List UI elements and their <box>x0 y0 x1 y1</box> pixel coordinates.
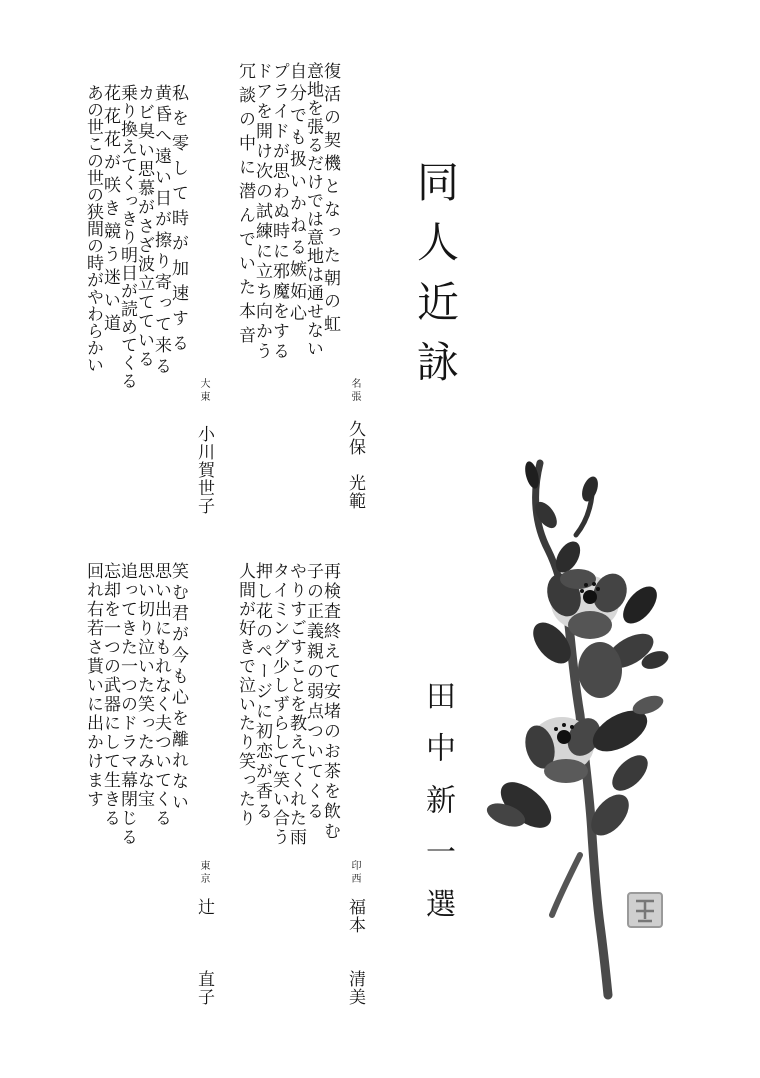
selector-name: 田中新一選 <box>420 680 455 940</box>
poem-author-1: 久保 光範 <box>345 420 365 510</box>
poem-place-4: 東京 <box>198 860 209 886</box>
poem-place-2: 大東 <box>198 378 209 404</box>
poem-line: タイミング少しずらして笑い合う <box>269 562 289 847</box>
poem-line: 子の正義親の弱点ついてくる <box>303 562 323 822</box>
poem-line: 意地を張るだけでは意地は通せない <box>303 62 323 358</box>
poem-line: 冗談の中に潜んでいた本音 <box>235 62 255 350</box>
poem-place-1: 名張 <box>349 378 360 404</box>
poem-line: カビ臭い思慕がさざ波立てている <box>134 84 154 369</box>
poem-author-4: 辻 直子 <box>194 898 214 1006</box>
poem-line: プライドが思わぬ時に邪魔をする <box>269 62 289 362</box>
poem-author-2: 小川賀世子 <box>194 425 214 515</box>
poem-line: 自分でも扱いかねる嫉妬心 <box>286 62 306 326</box>
poem-line: ドアを開け次の試練に立ち向かう <box>252 62 272 362</box>
poem-line: 黄昏へ遠い日が擦り寄って来る <box>151 84 171 378</box>
poem-line: 忘却を一つの武器にして生きる <box>100 562 120 828</box>
poem-lines-3 <box>236 562 338 852</box>
page-title: 同人近詠 <box>411 160 460 400</box>
poem-line: やりすごすことを教えてくれた雨 <box>286 562 306 847</box>
poem-line: 押し花のページに初恋が香る <box>252 562 272 822</box>
poem-place-3: 印西 <box>349 860 360 886</box>
poem-author-3: 福本 清美 <box>345 898 365 1006</box>
poem-line: 追ってきた一つのドラマ幕閉じる <box>117 562 137 847</box>
poem-line: 乗り換えてくっきり明日が読めてくる <box>117 84 137 390</box>
poem-line: 花花花が咲き競う迷い道 <box>100 84 120 337</box>
poem-line: 復活の契機となった朝の虹 <box>320 62 340 338</box>
poem-line: あの世この世の狭間の時がやわらかい <box>83 84 103 373</box>
poem-line: 思い切り泣いた笑ったみな宝 <box>134 562 154 809</box>
poem-line: 笑む君が今も心を離れない <box>168 562 188 814</box>
poem-line: 再検査終えて安堵のお茶を飲む <box>320 562 340 842</box>
poem-line: 人間が好きで泣いたり笑ったり <box>235 562 255 828</box>
poem-lines-1 <box>236 62 338 382</box>
camellia-ink-illustration <box>480 455 680 1000</box>
poem-lines-2 <box>83 84 188 390</box>
poem-lines-4 <box>84 562 186 852</box>
poem-line: 回れ右若さ貰いに出かけます <box>83 562 103 809</box>
poem-line: 私を零して時が加速する <box>168 84 188 359</box>
poem-line: 思い出にもれなく夫ついてくる <box>151 562 171 828</box>
